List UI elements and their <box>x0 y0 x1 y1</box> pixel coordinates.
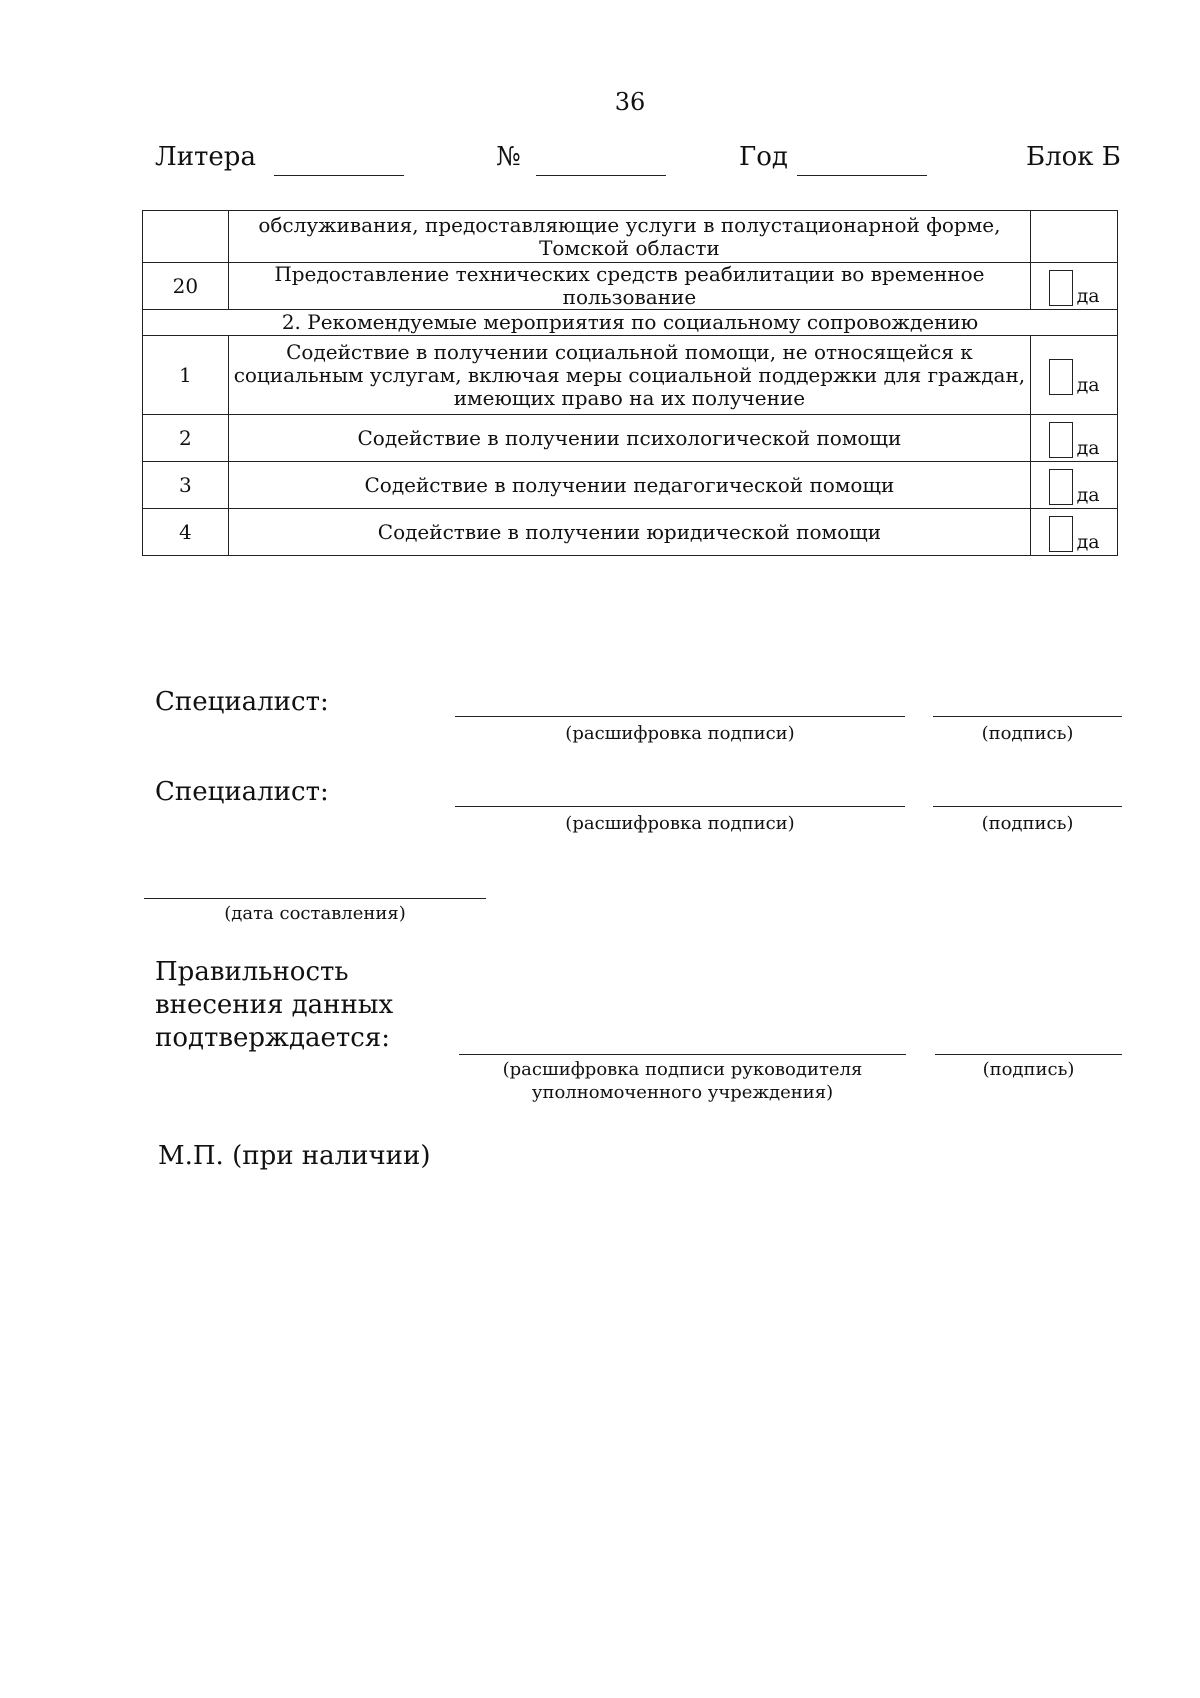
director-name-caption <box>459 1058 906 1104</box>
checkbox-label: да <box>1076 484 1100 506</box>
litera-label: Литера <box>155 142 256 172</box>
director-name-field[interactable] <box>459 1054 906 1055</box>
checkbox[interactable] <box>1049 516 1073 552</box>
row-text: обслуживания, предоставляющие услуги в полустационарной форме, Томской области <box>228 211 1031 263</box>
number-field[interactable] <box>536 175 666 176</box>
row-check-cell <box>1031 509 1118 556</box>
section-title: 2. Рекомендуемые мероприятия по социальному сопровождению <box>143 310 1118 336</box>
table-row <box>143 462 1118 509</box>
confirm-label-line: внесения данных <box>155 990 394 1020</box>
block-label: Блок Б <box>1026 142 1121 172</box>
confirm-label-line: Правильность <box>155 957 349 987</box>
director-sign-field[interactable] <box>935 1054 1122 1055</box>
checkbox-label: да <box>1076 285 1100 307</box>
table-row <box>143 263 1118 310</box>
litera-field[interactable] <box>274 175 404 176</box>
specialist-1-name-caption: (расшифровка подписи) <box>565 723 795 744</box>
row-number: 3 <box>143 462 229 509</box>
checkbox-label: да <box>1076 531 1100 553</box>
row-check-cell <box>1031 462 1118 509</box>
services-table <box>142 210 1118 556</box>
page-number: 36 <box>614 88 646 116</box>
section-row <box>143 310 1118 336</box>
specialist-2-label: Специалист: <box>155 777 329 807</box>
row-number: 2 <box>143 415 229 462</box>
specialist-1-sign-field[interactable] <box>933 716 1122 717</box>
row-number: 1 <box>143 336 229 415</box>
table-row <box>143 509 1118 556</box>
year-label: Год <box>739 142 788 172</box>
row-number: 20 <box>143 263 229 310</box>
row-text: Содействие в получении педагогической помощи <box>228 462 1031 509</box>
specialist-1-label: Специалист: <box>155 687 329 717</box>
table-row <box>143 211 1118 263</box>
row-number: 4 <box>143 509 229 556</box>
number-label: № <box>496 142 521 172</box>
checkbox[interactable] <box>1049 359 1073 395</box>
date-field[interactable] <box>144 898 486 899</box>
confirm-label-line: подтверждается: <box>155 1023 390 1053</box>
row-check-cell <box>1031 263 1118 310</box>
confirm-label <box>155 956 393 1055</box>
checkbox[interactable] <box>1049 270 1073 306</box>
row-text: Содействие в получении юридической помощи <box>228 509 1031 556</box>
director-name-caption-line: (расшифровка подписи руководителя <box>502 1059 863 1080</box>
table-row <box>143 415 1118 462</box>
specialist-2-sign-field[interactable] <box>933 806 1122 807</box>
specialist-1-name-field[interactable] <box>455 716 905 717</box>
specialist-2-name-field[interactable] <box>455 806 905 807</box>
row-check-cell <box>1031 211 1118 263</box>
row-text: Содействие в получении психологической помощи <box>228 415 1031 462</box>
director-sign-caption: (подпись) <box>982 1059 1075 1080</box>
specialist-1-sign-caption: (подпись) <box>981 723 1074 744</box>
specialist-2-sign-caption: (подпись) <box>981 813 1074 834</box>
row-text: Предоставление технических средств реабилитации во временное пользование <box>228 263 1031 310</box>
date-caption: (дата составления) <box>224 903 406 924</box>
row-text: Содействие в получении социальной помощи, не относящейся к социальным услугам, включая меры социальной поддержки для граждан, имеющих право на их получение <box>228 336 1031 415</box>
specialist-2-name-caption: (расшифровка подписи) <box>565 813 795 834</box>
year-field[interactable] <box>797 175 927 176</box>
row-number <box>143 211 229 263</box>
checkbox-label: да <box>1076 374 1100 396</box>
checkbox[interactable] <box>1049 422 1073 458</box>
checkbox[interactable] <box>1049 469 1073 505</box>
director-name-caption-line: уполномоченного учреждения) <box>531 1082 834 1103</box>
checkbox-label: да <box>1076 437 1100 459</box>
table-row <box>143 336 1118 415</box>
row-check-cell <box>1031 415 1118 462</box>
row-check-cell <box>1031 336 1118 415</box>
stamp-label: М.П. (при наличии) <box>158 1141 431 1171</box>
